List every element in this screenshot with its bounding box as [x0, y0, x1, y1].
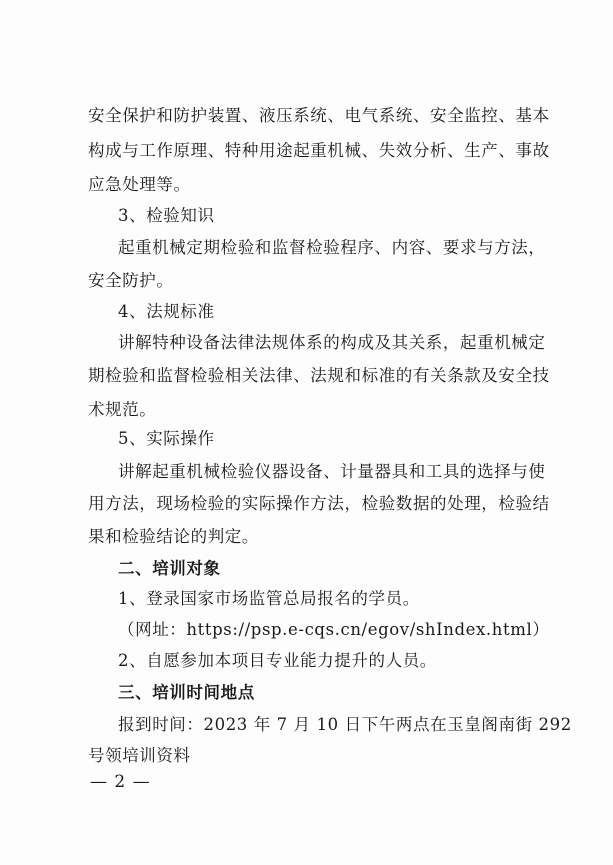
paragraph-line: 号领培训资料: [88, 746, 191, 765]
paragraph-line: 安全保护和防护装置、液压系统、电气系统、安全监控、基本: [88, 106, 550, 125]
paragraph-line: 讲解特种设备法律法规体系的构成及其关系，起重机械定: [118, 333, 546, 352]
paragraph-line: 构成与工作原理、特种用途起重机械、失效分析、生产、事故: [88, 141, 550, 160]
paragraph-line: 果和检验结论的判定。: [88, 527, 259, 546]
section-heading: 3、检验知识: [118, 206, 215, 225]
registration-url: （网址：https://psp.e-cqs.cn/egov/shIndex.html）: [118, 620, 550, 639]
paragraph-line: 讲解起重机械检验仪器设备、计量器具和工具的选择与使: [118, 462, 546, 481]
paragraph-line: 期检验和监督检验相关法律、法规和标准的有关条款及安全技: [88, 366, 550, 385]
paragraph-line: 安全防护。: [88, 271, 174, 290]
list-item: 2、自愿参加本项目专业能力提升的人员。: [118, 651, 437, 670]
paragraph-line: 起重机械定期检验和监督检验程序、内容、要求与方法，: [118, 238, 546, 257]
list-item: 1、登录国家市场监管总局报名的学员。: [118, 589, 420, 608]
section-heading-trainees: 二、培训对象: [118, 559, 221, 578]
paragraph-line: 报到时间：2023 年 7 月 10 日下午两点在玉皇阁南街 292: [118, 715, 572, 734]
paragraph-line: 应急处理等。: [88, 175, 191, 194]
paragraph-line: 用方法，现场检验的实际操作方法，检验数据的处理，检验结: [88, 494, 550, 513]
section-heading: 4、法规标准: [118, 302, 215, 321]
page-number: — 2 —: [90, 772, 151, 792]
section-heading-time-place: 三、培训时间地点: [118, 683, 255, 702]
paragraph-line: 术规范。: [88, 400, 157, 419]
section-heading: 5、实际操作: [118, 429, 215, 448]
